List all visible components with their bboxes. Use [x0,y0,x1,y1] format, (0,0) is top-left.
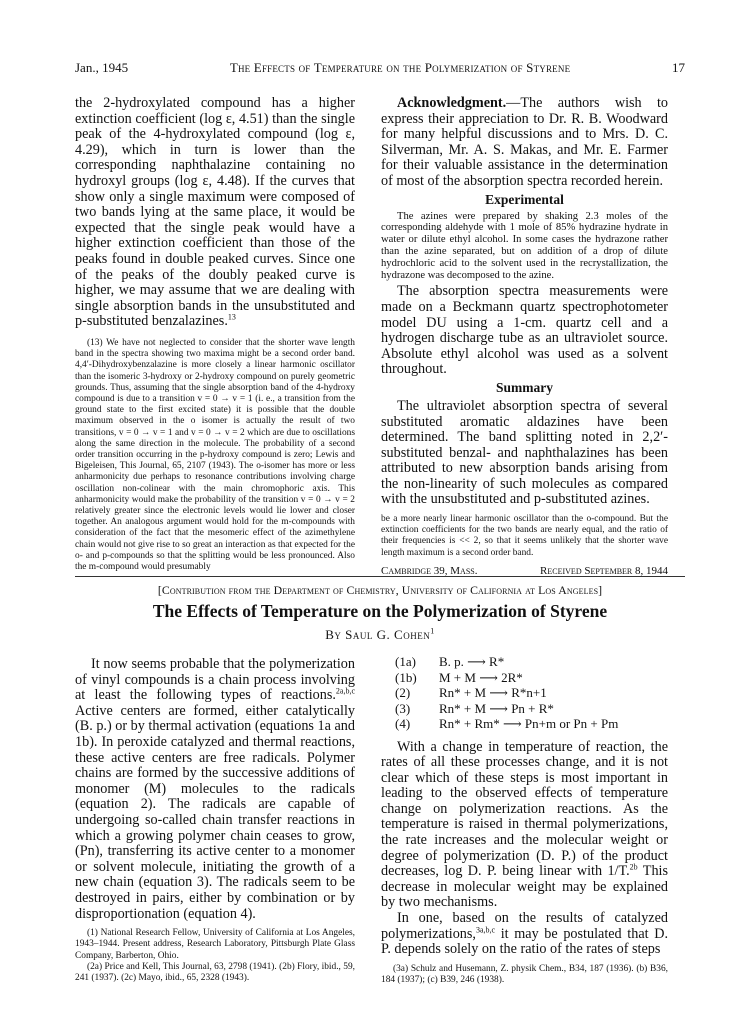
absorption-paragraph: The absorption spectra measurements were made on a Beckmann quartz spectrophotometer model DU using a 1-cm. quartz cell and a hydrogen discharge tube as an ultraviolet source. Absolute ethyl alcohol was used as a solvent throughout. [381,283,668,378]
equation [381,701,668,717]
prev-article-left-column [75,96,355,573]
footnote-3: (3a) Schulz and Husemann, Z. physik Chem., B34, 187 (1936). (b) B36, 184 (1937); (c) B39, 246 (1938). [381,963,668,986]
summary-paragraph: The ultraviolet absorption spectra of several substituted aromatic aldazines have been determined. The band splitting noted in 2,2′-substituted benzal- and naphthalazines has been attributed to new absorption bands arising from the non-linearity of such molecules as compared with the unsubstituted and p-substituted azines. [381,397,668,508]
author-name: By Saul G. Cohen [325,627,431,642]
author-footnote-ref: 1 [430,626,435,636]
equation [381,670,668,686]
temperature-paragraph [381,740,668,912]
intro-text-b: Active centers are formed, either catalytically (B. p.) or by thermal activation (equations 1a and 1b). In peroxide catalyzed and thermal reactions, these active centers are free radicals. Polymer chains are formed by the successive additions of monomer (M) molecules to the radicals (equation 2). The radicals are capable of undergoing so-called chain transfer reactions in which a growing polymer chain ceases to grow, (Pn), transferring its active center to a monomer or solvent molecule, initiating the growth of a new chain (equation 3). The radicals seem to be destroyed in pairs, either by combination or by disproportionation (equation 4). [75,702,355,922]
footnote-13: (13) We have not neglected to consider that the shorter wave length band in the spectra showing two maxima might be a second order band. 4,4′-Dihydroxybenzalazine is more closely a linear harmonic oscillator than the isomeric 3-hydroxy or 2-hydroxy compound on purely geometric grounds. Thus, assuming that the single absorption band of the 4-hydroxy compound is due to a transition v = 0 → v = 1 (i. e., a transition from the ground state to the first excited state) it is possible that the double maximum observed in the o isomer is actually the result of two transitions, v = 0 → v = 1 and v = 0 → v = 2 which are due to oscillations along the same direction in the molecule. The probability of a second order transition occurring in the p-hydroxy compound is zero; Lewis and Bigeleisen, This Journal, 65, 2107 (1943). The o-isomer has more or less anharmonicity due perhaps to resonance contributions involving charge oscillation non-colinear with the main chromophoric axis. This anharmonicity would make the probability of the transition v = 0 → v = 2 relatively greater since the electronic levels would lie lower and closer together. An analogous argument would hold for the m-compounds with consideration of the fact that the mesomeric effect of the azimethylene chain would not give rise to so great an interaction as that expected for the o- and p-compounds so that the splitting would be less pronounced. Also the m-compound would presumably [75,337,355,572]
equation-number: (1a) [395,654,416,669]
footnote-2: (2a) Price and Kell, This Journal, 63, 2798 (1941). (2b) Flory, ibid., 59, 241 (1937). (2c) Mayo, ibid., 65, 2328 (1943). [75,961,355,983]
footnote-13-continued: be a more nearly linear harmonic oscillator than the o-compound. But the extinction coefficients for the two bands are nearly equal, and the ratio of their frequencies is << 2, so that it seems unlikely that the shorter wave length maximum is a second order band. [381,514,668,558]
article-divider [75,576,685,577]
temperature-text-end: This decrease in molecular weight may be explained by two mechanisms. [381,863,668,911]
equation-list [381,654,668,732]
author-line [75,627,685,643]
article-left-column [75,657,355,984]
footnote-1: (1) National Research Fellow, University of California at Los Angeles, 1943–1944. Present address, Research Laboratory, Pittsburgh Plate Glass Company, Barberton, Ohio. [75,928,355,961]
acknowledgment-text: —The authors wish to express their appreciation to Dr. R. B. Woodward for many helpful discussions and to Mrs. D. C. Silverman, Mr. A. S. Makas, and Mr. E. Farmer for their valuable assistance in the determination of most of the absorption spectra recorded herein. [381,95,668,189]
header-date: Jan., 1945 [75,60,129,75]
intro-ref: 2a,b,c [335,686,355,696]
article-right-column [381,654,668,986]
experimental-heading: Experimental [485,191,564,207]
equation-expression: M + M ⟶ 2R* [439,669,523,685]
equation-expression: B. p. ⟶ R* [439,654,505,669]
equation-number: (4) [395,716,411,731]
intro-paragraph [75,657,355,922]
equation [381,654,668,670]
prev-article-paragraph-text: the 2-hydroxylated compound has a higher extinction coefficient (log ε, 4.51) than the single peak of the 4-hydroxylated compound (log ε, 4.29), which in turn is lower than the corresponding naphthalazine containing no hydroxyl groups (log ε, 4.48). If the curves that show only a single maximum were composed of two bands lying at the same place, it would be expected that the single peak would have a higher extinction coefficient than those of the peaks found in double peaked curves. Since one of the peaks of the doubly peaked curve is higher, we may assume that we are dealing with single absorption bands in the unsubstituted and p-substituted benzalazines. [75,95,355,330]
signature-location: Cambridge 39, Mass. [381,564,478,577]
equation-number: (3) [395,700,411,716]
intro-text-a: It now seems probable that the polymerization of vinyl compounds is a chain process involving at least the following types of reactions. [75,656,355,704]
temperature-text: With a change in temperature of reaction, the rates of all these processes change, and it is not clear which of these steps is most important in leading to the observed effects of temperature change on polymerization reactions. As the temperature is raised in thermal polymerizations, the rate increases and the molecular weight or degree of polymerization (D. P.) of the product decreases, log D. P. being linear with 1/T. [381,738,668,880]
acknowledgment-paragraph [381,96,668,190]
mechanism-text-b: it may be postulated that D. P. depends solely on the ratio of the rates of steps [381,925,668,958]
equation-expression: Rn* + M ⟶ Pn + R* [439,700,554,716]
page-header [75,60,685,78]
mechanism-ref: 3a,b,c [475,924,496,934]
mechanism-paragraph [381,911,668,958]
temperature-ref: 2b [629,862,638,872]
equation [381,685,668,701]
equation-number: (1b) [395,669,417,685]
prev-article-right-column [381,96,668,577]
signature-received: Received September 8, 1944 [540,564,668,577]
equation-expression: Rn* + M ⟶ R*n+1 [439,685,547,700]
summary-heading: Summary [496,379,553,395]
equation-expression: Rn* + Rm* ⟶ Pn+m or Pn + Pm [439,716,619,731]
prev-article-paragraph [75,96,355,330]
contribution-line: [Contribution from the Department of Chemistry, University of California at Los Angeles] [157,583,603,597]
experimental-text: The azines were prepared by shaking 2.3 moles of the corresponding aldehyde with 1 mole of 85% hydrazine hydrate in water or dilute ethyl alcohol. In some cases the hydrazone rather than the azine separated, but on addition of a drop of dilute hydrochloric acid to the solvent used in the recrystallization, the hydrazone was decomposed to the azine. [381,210,668,281]
header-page-number: 17 [671,60,685,75]
equation-number: (2) [395,685,411,700]
header-running-title: The Effects of Temperature on the Polymerization of Styrene [229,60,571,75]
footnote-ref-13: 13 [227,312,236,322]
equation [381,716,668,732]
acknowledgment-heading: Acknowledgment. [397,95,507,111]
article-title: The Effects of Temperature on the Polymerization of Styrene [152,601,608,621]
mechanism-text-a: In one, based on the results of catalyzed polymerizations, [381,910,668,942]
